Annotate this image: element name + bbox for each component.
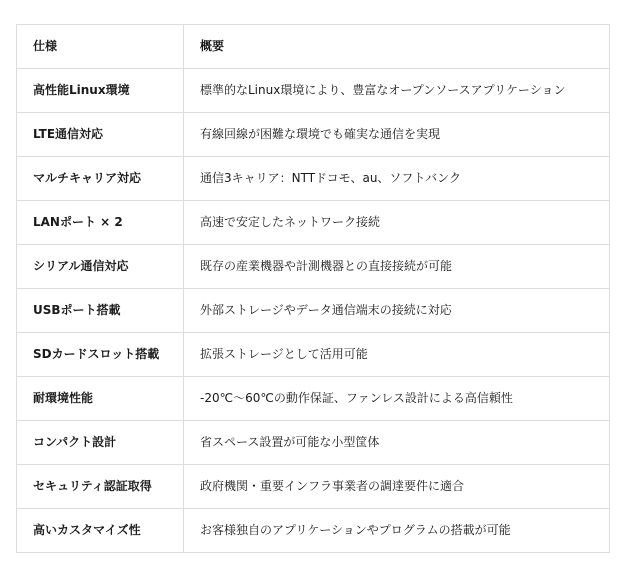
row-summary: 既存の産業機器や計測機器との直接接続が可能 (184, 245, 610, 289)
table-row (17, 201, 610, 245)
row-spec: SDカードスロット搭載 (17, 333, 184, 377)
spec-table-container (16, 24, 609, 553)
row-spec: LANポート × 2 (17, 201, 184, 245)
header-spec: 仕様 (17, 25, 184, 69)
row-spec: 高いカスタマイズ性 (17, 509, 184, 553)
row-summary: 省スペース設置が可能な小型筐体 (184, 421, 610, 465)
row-summary: -20℃〜60℃の動作保証、ファンレス設計による高信頼性 (184, 377, 610, 421)
table-row (17, 377, 610, 421)
table-row (17, 509, 610, 553)
table-row (17, 157, 610, 201)
row-spec: セキュリティ認証取得 (17, 465, 184, 509)
row-spec: マルチキャリア対応 (17, 157, 184, 201)
row-spec: LTE通信対応 (17, 113, 184, 157)
header-summary: 概要 (184, 25, 610, 69)
row-summary: 外部ストレージやデータ通信端末の接続に対応 (184, 289, 610, 333)
row-summary: 拡張ストレージとして活用可能 (184, 333, 610, 377)
table-row (17, 69, 610, 113)
spec-table (16, 24, 610, 553)
table-row (17, 421, 610, 465)
table-row (17, 113, 610, 157)
table-row (17, 465, 610, 509)
row-summary: 標準的なLinux環境により、豊富なオープンソースアプリケーション (184, 69, 610, 113)
row-summary: 有線回線が困難な環境でも確実な通信を実現 (184, 113, 610, 157)
row-summary: 通信3キャリア：NTTドコモ、au、ソフトバンク (184, 157, 610, 201)
row-spec: USBポート搭載 (17, 289, 184, 333)
table-header-row (17, 25, 610, 69)
row-summary: 政府機関・重要インフラ事業者の調達要件に適合 (184, 465, 610, 509)
row-summary: 高速で安定したネットワーク接続 (184, 201, 610, 245)
table-row (17, 245, 610, 289)
row-spec: 耐環境性能 (17, 377, 184, 421)
table-row (17, 333, 610, 377)
row-spec: 高性能Linux環境 (17, 69, 184, 113)
row-spec: シリアル通信対応 (17, 245, 184, 289)
table-row (17, 289, 610, 333)
row-summary: お客様独自のアプリケーションやプログラムの搭載が可能 (184, 509, 610, 553)
row-spec: コンパクト設計 (17, 421, 184, 465)
